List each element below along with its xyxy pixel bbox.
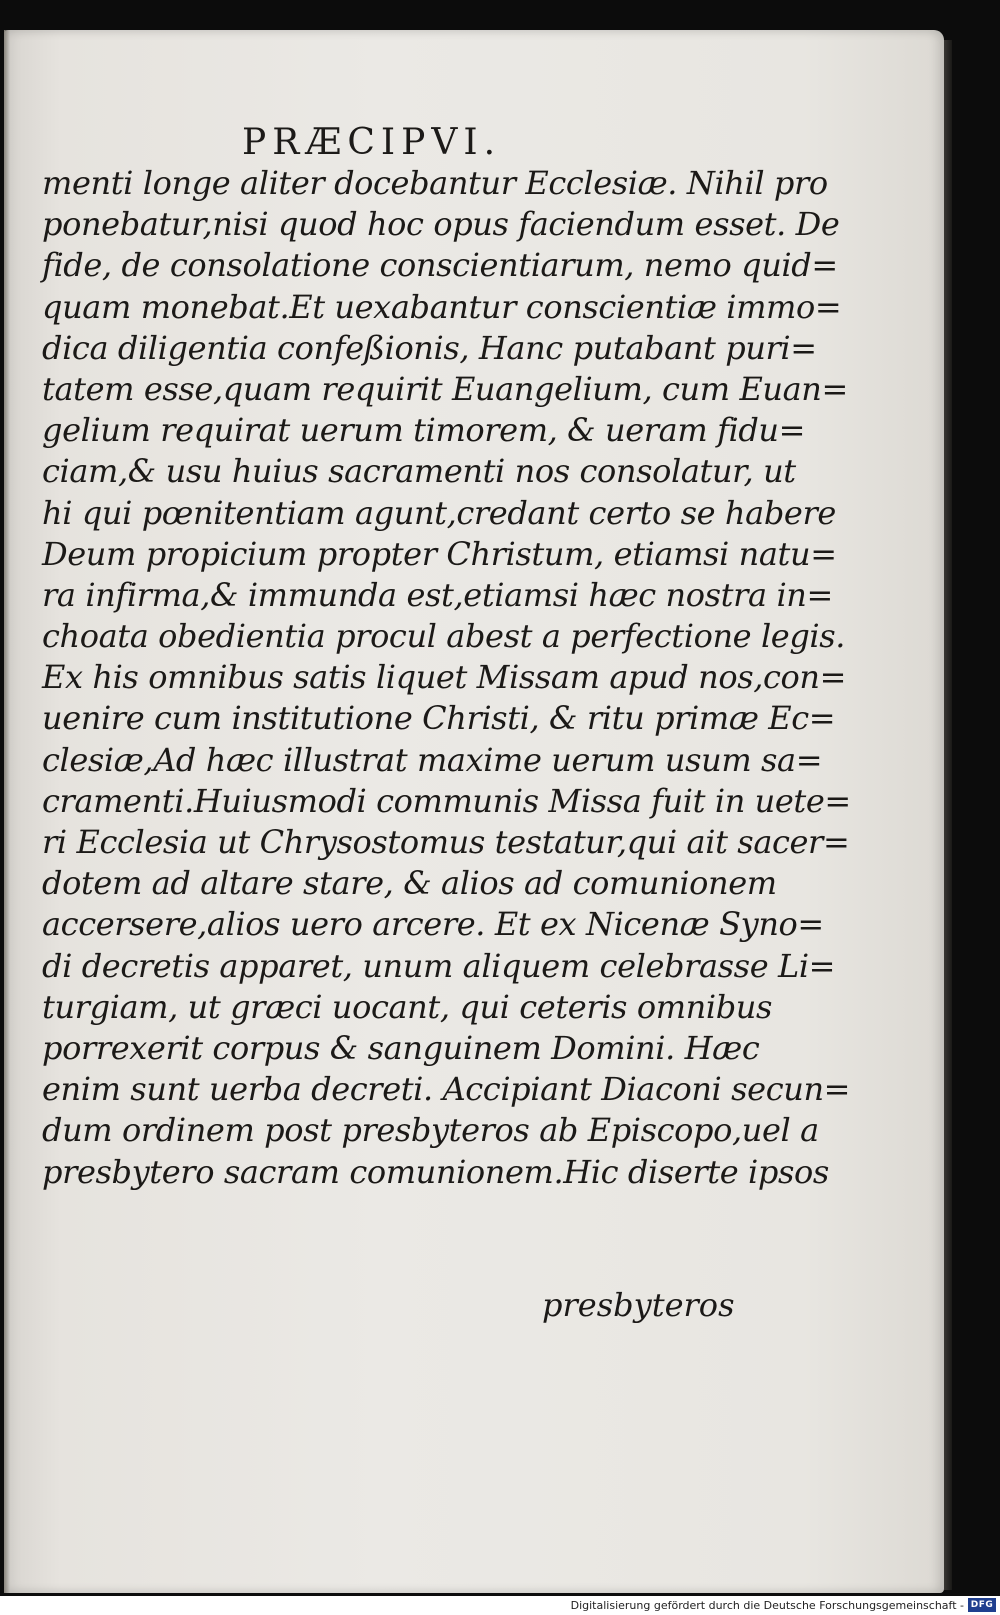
text-line: fide, de consolatione conscientiarum, nemo quid= <box>42 246 838 285</box>
text-line: dum ordinem post presbyteros ab Episcopo,uel a <box>42 1111 819 1150</box>
text-line: di decretis apparet, unum aliquem celebrasse Li= <box>42 946 836 985</box>
text-line: tatem esse,quam requirit Euangelium, cum Euan= <box>42 369 848 408</box>
text-line: ciam,& usu huius sacramenti nos consolatur, ut <box>42 452 796 491</box>
text-line: cramenti.Huiusmodi communis Missa fuit in uete= <box>42 781 851 820</box>
running-head-text: PRÆCIPVI. <box>242 122 502 163</box>
text-line: dotem ad altare stare, & alios ad comunionem <box>42 864 777 903</box>
text-line: turgiam, ut græci uocant, qui ceteris omnibus <box>42 987 773 1026</box>
text-line: quam monebat.Et uexabantur conscientiæ immo= <box>42 287 842 326</box>
text-line: clesiæ,Ad hæc illustrat maxime uerum usum sa= <box>42 740 823 779</box>
text-line: ri Ecclesia ut Chrysostomus testatur,qui ait sacer= <box>42 823 850 861</box>
text-line: presbytero sacram comunionem.Hic diserte ipsos <box>42 1152 829 1191</box>
dfg-logo: DFG <box>968 1598 996 1612</box>
text-line: hi qui pœnitentiam agunt,credant certo se habere <box>42 493 836 532</box>
body-text <box>42 163 851 1193</box>
text-line: ra infirma,& immunda est,etiamsi hæc nostra in= <box>42 575 833 614</box>
catchword: presbyteros <box>542 1286 735 1324</box>
text-line: accersere,alios uero arcere. Et ex Nicenæ Syno= <box>42 905 824 944</box>
text-line: Ex his omnibus satis liquet Missam apud nos,con= <box>42 658 847 697</box>
text-line: porrexerit corpus & sanguinem Domini. Hæc <box>42 1028 760 1067</box>
page-gutter-shadow <box>4 30 10 1593</box>
text-line: gelium requirat uerum timorem, & ueram fidu= <box>42 411 806 450</box>
text-line: enim sunt uerba decreti. Accipiant Diaconi secun= <box>42 1070 851 1109</box>
footer-bar <box>0 1596 1000 1615</box>
text-line: choata obedientia procul abest a perfectione legis. <box>42 617 846 656</box>
page-edge <box>944 40 952 1590</box>
text-line: dica diligentia confeßionis, Hanc putabant puri= <box>42 328 817 367</box>
text-line: Deum propicium propter Christum, etiamsi natu= <box>42 534 837 573</box>
funding-credit: Digitalisierung gefördert durch die Deutsche Forschungsgemeinschaft - <box>570 1599 964 1612</box>
text-line: menti longe aliter docebantur Ecclesiæ. Nihil pro <box>42 164 828 202</box>
text-line: uenire cum institutione Christi, & ritu primæ Ec= <box>42 699 836 738</box>
text-line: ponebatur,nisi quod hoc opus faciendum esset. De <box>42 205 840 244</box>
